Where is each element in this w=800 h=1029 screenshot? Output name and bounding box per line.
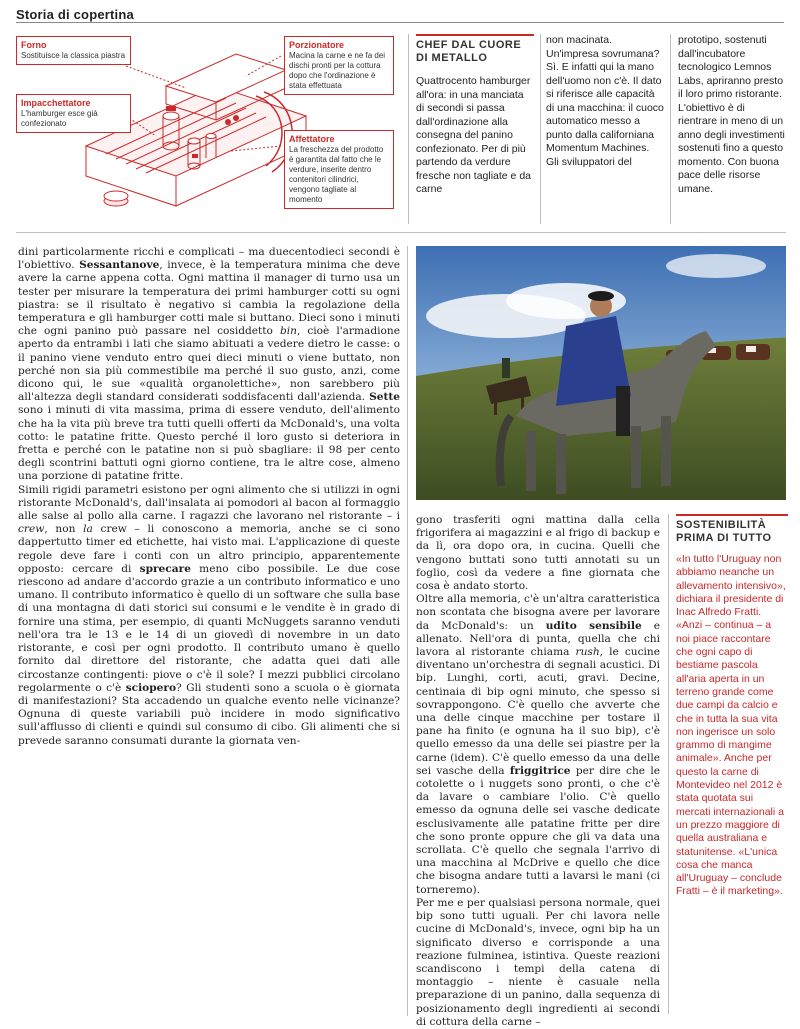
callout-title: Affettatore	[289, 134, 335, 144]
sidebar-metal-title: CHEF DAL CUORE DI METALLO	[416, 34, 534, 65]
article-paragraph: dini particolarmente ricchi e complicati – ma duecentodieci secondi è l'obiettivo. Sessantanove, invece, è la temperatura minima che deve avere la carne appena cotta. Ogni mattina il manager di turno usa un tester per misurare la temperatura dei primi hamburger cotti su ogni piastra: se il risultato è negativo si cambia la regolazione della temperatura e gli hamburger cotti male si buttano. Dieci sono i minuti che ogni panino può passare nel cosiddetto bin, cioè l'armadione aperto da entrambi i lati che siamo abituati a vedere dietro le casse: o il panino viene venduto entro quei dieci minuti o viene buttato, non perché non sia più commestibile ma perché il suo gusto, anzi, come dicono qui, le sue «qualità organolettiche», non sarebbero più all'altezza degli standard considerati soddisfacenti dall'azienda. Sette sono i minuti di vita massima, prima di essere venduto, dell'alimento che ha la vita più breve tra tutti quelli offerti da McDonald's, una volta cotto: le patatine fritte. Questo perché il loro gusto si deteriora in fretta e perché con le patatine non si può sbagliare: il 98 per cento degli scontrini battuti ogni giorno contiene, tra le altre cose, almeno una porzione di patatine fritte.	[18, 246, 400, 483]
highlight-word: sciopero	[125, 681, 177, 694]
callout-impacchettatore	[16, 94, 131, 133]
column-rule	[668, 514, 669, 1014]
article-paragraph: gono trasferiti ogni mattina dalla cella frigorifera ai magazzini e al frigo di backup e da lì, ora dopo ora, in cucina. Quelli che vengono buttati sono tutti annotati su un foglio, così da vedere a fine giornata che cosa è andato storto.	[416, 514, 660, 593]
sidebar-metal-text-3: prototipo, sostenuti dall'incubatore tecnologico Lemnos Labs, apriranno presto il loro primo ristorante. L'obiettivo è di rientrare in meno di un anno degli investimenti sostenuti fino a questo momento. Con buona pace delle risorse umane.	[678, 34, 785, 195]
callout-text: La freschezza del prodotto è garantita dal fatto che le verdure, inserite dentro contenitori cilindrici, vengono tagliate al momento	[289, 145, 384, 204]
article-column-middle	[416, 514, 661, 1028]
burger-machine-diagram	[16, 26, 396, 226]
sidebar-metal-text-2: non macinata. Un'impresa sovrumana? Sì. E infatti qui la mano dell'uomo non c'è. Il dato si riferisce alle capacità di una macchina: il cuoco automatico messo a punto dalla californiana Momentum Machines. Gli sviluppatori del	[546, 34, 664, 168]
sidebar-sustain	[676, 514, 788, 1014]
highlight-number: Sette	[369, 391, 400, 404]
section-header	[16, 4, 784, 23]
article-column-left	[18, 246, 400, 1016]
gaucho-photo	[416, 246, 786, 500]
callout-text: L'hamburger esce già confezionato	[21, 109, 98, 128]
section-title: Storia di copertina	[16, 7, 134, 22]
article-paragraph: Per me e per qualsiasi persona normale, quei bip sono tutti uguali. Per chi lavora nelle cucine di McDonald's, invece, ogni bip ha un significato diverso e corrisponde a una reazione fulminea, istintiva. Queste reazioni scandiscono i tempi della catena di montaggio – niente è casuale nella preparazione di un panino, dalla sequenza di posizionamento degli ingredienti ai secondi di cottura della carne –	[416, 896, 660, 1028]
column-rule	[670, 34, 671, 224]
sidebar-sustain-text: «In tutto l'Uruguay non abbiamo neanche un allevamento intensivo», dichiara il presidente di Inac Alfredo Fratti. «Anzi – continua – a noi piace raccontare che ogni capo di bestiame pascola all'aria aperta in un terreno grande come due campi da calcio e che in tutta la sua vita non ingerisce un solo grammo di mangime animale». Anche per questo la carne di Montevideo nel 2012 è stata quotata sui mercati internazionali a un prezzo maggiore di quella australiana e statunitense. «L'unica cosa che manca all'Uruguay – conclude Fratti – è il marketing».	[676, 553, 786, 898]
sidebar-metal-col1	[416, 34, 534, 197]
column-rule	[407, 246, 408, 1016]
callout-affettatore	[284, 130, 394, 209]
highlight-word: friggitrice	[509, 764, 571, 777]
callout-text: Macina la carne e ne fa dei dischi pronti per la cottura dopo che l'ordinazione è stata effettuata	[289, 51, 386, 90]
sidebar-sustain-title: SOSTENIBILITÀ PRIMA DI TUTTO	[676, 514, 788, 545]
callout-forno	[16, 36, 131, 65]
sidebar-metal-col3	[678, 34, 786, 196]
article-paragraph: Oltre alla memoria, c'è un'altra caratteristica non scontata che bisogna avere per lavorare da McDonald's: un udito sensibile e allenato. Nell'ora di punta, quella che chi lavora al ristorante chiama rush, le cucine diventano un'orchestra di segnali acustici. Di bip. Lunghi, corti, acuti, gravi. Decine, centinaia di bip ogni minuto, che spesso si sovrappongono. C'è quello che avverte che una delle cinque macchine per tostare il pane ha finito (e ognuna ha il suo bip), c'è quello emesso da una delle sei piastre per la carne (idem). C'è quello emesso da una delle sei vasche della friggitrice per dire che le cotolette o i nuggets sono pronti, o che c'è da lavare o cambiare l'olio. C'è quello emesso da ognuna delle sei vasche dedicate esclusivamente alle patatine fritte per dire che sono pronte oppure che gli va data una scrollata. C'è quello che segnala l'arrivo di una macchina al McDrive e quello che dice che bisogna andare tutti a lavarsi le mani (ci torneremo).	[416, 593, 661, 896]
callout-text: Sostituisce la classica piastra	[21, 51, 126, 60]
column-rule	[540, 34, 541, 224]
callout-porzionatore	[284, 36, 394, 95]
callout-title: Porzionatore	[289, 40, 345, 50]
section-divider	[16, 232, 786, 233]
highlight-word: udito sensibile	[545, 619, 642, 632]
sidebar-metal-text-1: Quattrocento hamburger all'ora: in una manciata di secondi si passa dall'ordinazione alla consegna del panino confezionato. Per di più partendo da verdure fresche non tagliate e da carne	[416, 75, 531, 195]
callout-title: Forno	[21, 40, 47, 50]
column-rule	[408, 34, 409, 224]
highlight-word: sprecare	[139, 562, 191, 575]
highlight-number: Sessantanove	[79, 259, 160, 272]
callout-title: Impacchettatore	[21, 98, 91, 108]
sidebar-metal-col2	[546, 34, 664, 169]
photo-illustration	[416, 246, 786, 500]
article-paragraph: Simili rigidi parametri esistono per ogni alimento che si utilizzi in ogni ristorante McDonald's, dall'insalata ai pomodori al bacon al formaggio alle salse al pollo alla carne. I ragazzi che lavorano nel ristorante – i crew, non la crew – li conoscono a memoria, anche se ci sono dappertutto timer ed etichette, hai visto mai. L'applicazione di queste regole deve fare i conti con un altro principio, apparentemente opposto: cercare di sprecare meno cibo possibile. Le due cose riescono ad andare d'accordo grazie a un contributo informatico e uno umano. Il contributo informatico è quello di un software che sulla base di una montagna di dati storici sui consumi e le vendite è in grado di fornire una stima, per esempio, di quanti McNuggets saranno venduti nell'ora tra le 13 e le 14 di un giovedì di novembre in un dato ristorante, e così per ogni prodotto. Il contributo umano è quello fornito dal direttore del ristorante, che adatta quei dati alle circostanze contingenti: piove o c'è il sole? I mezzi pubblici circolano regolarmente o c'è sciopero? Gli studenti sono a scuola o è giornata di manifestazioni? Sta accadendo un qualche evento nelle vicinanze? Ognuna di queste variabili può incidere in modo significativo sull'afflusso di clienti e quindi sul consumo di cibo. Gli alimenti che si prevede saranno consumati durante la giornata ven-	[18, 483, 400, 747]
